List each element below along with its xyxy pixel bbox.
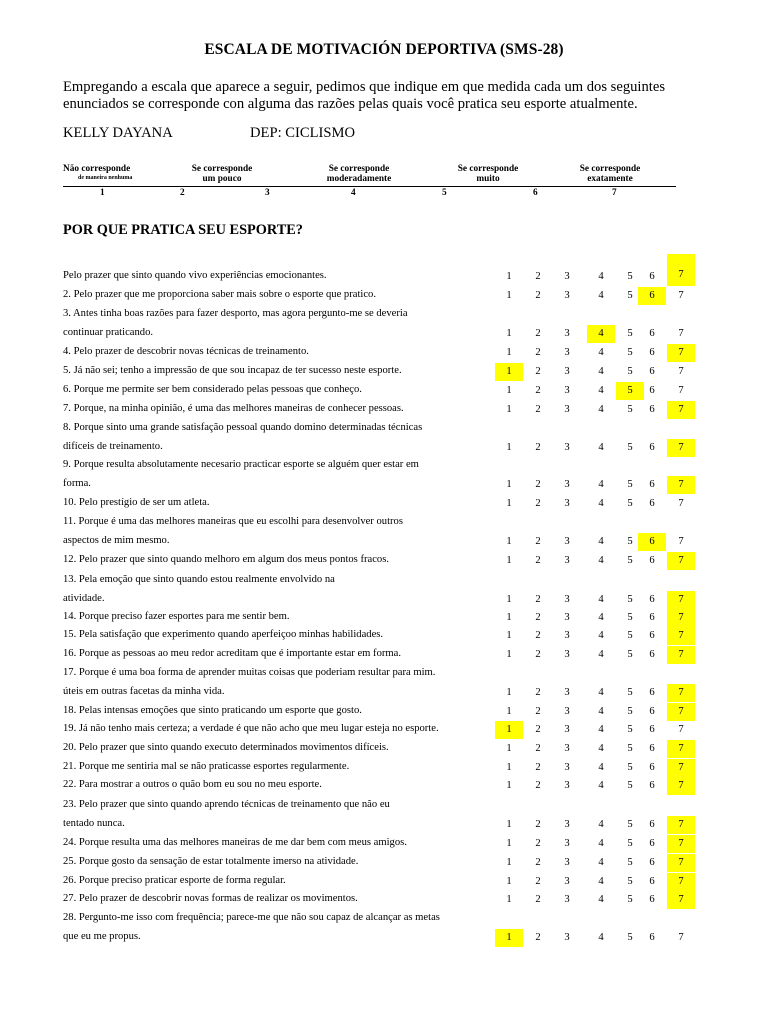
option-2[interactable]: 2 (535, 555, 541, 566)
option-4[interactable]: 4 (598, 743, 604, 754)
option-5[interactable]: 5 (627, 743, 633, 754)
option-1[interactable]: 1 (506, 290, 512, 301)
option-5[interactable]: 5 (627, 894, 633, 905)
option-6[interactable]: 6 (649, 838, 655, 849)
option-6[interactable]: 6 (649, 404, 655, 415)
option-3[interactable]: 3 (564, 857, 570, 868)
option-5[interactable]: 5 (627, 328, 633, 339)
option-6[interactable]: 6 (649, 894, 655, 905)
option-6[interactable]: 6 (649, 762, 655, 773)
instructions-line-2: enunciados se corresponde con alguma das razões pelas quais você pratica seu esporte atualmente. (63, 95, 638, 112)
option-2[interactable]: 2 (535, 479, 541, 490)
selected-option[interactable]: 7 (667, 344, 695, 362)
selected-option[interactable]: 7 (667, 740, 695, 758)
option-6[interactable]: 6 (649, 555, 655, 566)
option-7[interactable]: 7 (678, 536, 684, 547)
option-1[interactable]: 1 (506, 271, 512, 282)
option-3[interactable]: 3 (564, 271, 570, 282)
option-5[interactable]: 5 (627, 857, 633, 868)
option-6[interactable]: 6 (649, 328, 655, 339)
option-3[interactable]: 3 (564, 762, 570, 773)
option-4[interactable]: 4 (598, 271, 604, 282)
option-5[interactable]: 5 (627, 479, 633, 490)
selected-option[interactable]: 7 (667, 777, 695, 795)
selected-option[interactable]: 7 (667, 552, 695, 570)
question-text: 12. Pelo prazer que sinto quando melhoro em algum dos meus pontos fracos. (63, 554, 389, 565)
question-text: 27. Pelo prazer de descobrir novas formas de realizar os movimentos. (63, 893, 358, 904)
option-2[interactable]: 2 (535, 271, 541, 282)
option-5[interactable]: 5 (627, 498, 633, 509)
option-3[interactable]: 3 (564, 706, 570, 717)
option-2[interactable]: 2 (535, 687, 541, 698)
instructions (63, 79, 723, 112)
option-1[interactable]: 1 (506, 442, 512, 453)
option-4[interactable]: 4 (598, 687, 604, 698)
option-4[interactable]: 4 (598, 442, 604, 453)
option-5[interactable]: 5 (627, 536, 633, 547)
option-3[interactable]: 3 (564, 404, 570, 415)
question-text: difíceis de treinamento. (63, 441, 163, 452)
option-2[interactable]: 2 (535, 385, 541, 396)
question-text: 18. Pelas intensas emoções que sinto praticando um esporte que gosto. (63, 705, 362, 716)
section-title: POR QUE PRATICA SEU ESPORTE? (63, 222, 303, 238)
selected-option[interactable]: 7 (667, 439, 695, 457)
question-text: 22. Para mostrar a outros o quão bom eu sou no meu esporte. (63, 779, 322, 790)
scale-number-1: 1 (100, 188, 105, 198)
option-7[interactable]: 7 (678, 328, 684, 339)
question-text: 25. Porque gosto da sensação de estar totalmente imerso na atividade. (63, 856, 359, 867)
option-1[interactable]: 1 (506, 612, 512, 623)
option-5[interactable]: 5 (627, 290, 633, 301)
question-text: 3. Antes tinha boas razões para fazer desporto, mas agora pergunto-me se deveria (63, 308, 408, 319)
question-text: 14. Porque preciso fazer esportes para me sentir bem. (63, 611, 290, 622)
option-1[interactable]: 1 (506, 328, 512, 339)
option-3[interactable]: 3 (564, 347, 570, 358)
option-4[interactable]: 4 (598, 857, 604, 868)
option-2[interactable]: 2 (535, 724, 541, 735)
option-7[interactable]: 7 (678, 724, 684, 735)
option-1[interactable]: 1 (506, 347, 512, 358)
option-1[interactable]: 1 (506, 780, 512, 791)
scale-number-5: 5 (442, 188, 447, 198)
option-2[interactable]: 2 (535, 743, 541, 754)
selected-option[interactable]: 6 (638, 287, 666, 305)
option-5[interactable]: 5 (627, 442, 633, 453)
question-text: 4. Pelo prazer de descobrir novas técnicas de treinamento. (63, 346, 309, 357)
option-1[interactable]: 1 (506, 649, 512, 660)
option-2[interactable]: 2 (535, 649, 541, 660)
question-text: 17. Porque é uma boa forma de aprender muitas coisas que poderiam resultar para mim. (63, 667, 436, 678)
option-7[interactable]: 7 (678, 385, 684, 396)
instructions-line-1: Empregando a escala que aparece a seguir, pedimos que indique em que medida cada um dos seguintes (63, 79, 665, 95)
option-3[interactable]: 3 (564, 536, 570, 547)
option-5[interactable]: 5 (627, 932, 633, 943)
selected-option[interactable]: 1 (495, 929, 523, 947)
option-2[interactable]: 2 (535, 706, 541, 717)
question-text: úteis em outras facetas da minha vida. (63, 686, 225, 697)
scale-number-6: 6 (533, 188, 538, 198)
option-6[interactable]: 6 (649, 442, 655, 453)
option-3[interactable]: 3 (564, 780, 570, 791)
option-4[interactable]: 4 (598, 404, 604, 415)
option-1[interactable]: 1 (506, 630, 512, 641)
option-4[interactable]: 4 (598, 876, 604, 887)
option-6[interactable]: 6 (649, 498, 655, 509)
option-3[interactable]: 3 (564, 649, 570, 660)
selected-option[interactable]: 7 (667, 591, 695, 609)
option-3[interactable]: 3 (564, 894, 570, 905)
option-2[interactable]: 2 (535, 762, 541, 773)
option-3[interactable]: 3 (564, 479, 570, 490)
option-3[interactable]: 3 (564, 612, 570, 623)
option-2[interactable]: 2 (535, 442, 541, 453)
option-1[interactable]: 1 (506, 555, 512, 566)
scale-header-1: Não corresponde (63, 164, 131, 174)
selected-option[interactable]: 7 (667, 703, 695, 721)
selected-option[interactable]: 7 (667, 609, 695, 627)
question-text: 21. Porque me sentiria mal se não praticasse esportes regularmente. (63, 761, 350, 772)
option-6[interactable]: 6 (649, 819, 655, 830)
option-2[interactable]: 2 (535, 498, 541, 509)
option-1[interactable]: 1 (506, 894, 512, 905)
option-2[interactable]: 2 (535, 594, 541, 605)
scale-header-5: Se corresponde exatamente (579, 164, 641, 184)
selected-option[interactable]: 7 (667, 759, 695, 777)
question-text: que eu me propus. (63, 931, 141, 942)
question-text: 2. Pelo prazer que me proporciona saber mais sobre o esporte que pratico. (63, 289, 376, 300)
respondent-department: DEP: CICLISMO (250, 125, 356, 141)
option-6[interactable]: 6 (649, 366, 655, 377)
selected-option[interactable]: 4 (587, 325, 615, 343)
option-5[interactable]: 5 (627, 687, 633, 698)
selected-option[interactable]: 7 (667, 891, 695, 909)
option-3[interactable]: 3 (564, 594, 570, 605)
question-text: 11. Porque é uma das melhores maneiras que eu escolhi para desenvolver outros (63, 516, 403, 527)
option-2[interactable]: 2 (535, 366, 541, 377)
option-4[interactable]: 4 (598, 838, 604, 849)
scale-header-2: Se corresponde um pouco (191, 164, 253, 184)
option-3[interactable]: 3 (564, 724, 570, 735)
option-4[interactable]: 4 (598, 630, 604, 641)
option-5[interactable]: 5 (627, 762, 633, 773)
scale-number-3: 3 (265, 188, 270, 198)
option-4[interactable]: 4 (598, 385, 604, 396)
scale-subheader-1: de maneira nenhuma (78, 175, 133, 181)
selected-option[interactable]: 7 (667, 873, 695, 891)
selected-option[interactable]: 1 (495, 363, 523, 381)
option-1[interactable]: 1 (506, 743, 512, 754)
option-6[interactable]: 6 (649, 743, 655, 754)
question-text: atividade. (63, 593, 105, 604)
question-text: aspectos de mim mesmo. (63, 535, 170, 546)
selected-option[interactable]: 7 (667, 254, 695, 286)
selected-option[interactable]: 7 (667, 816, 695, 834)
option-3[interactable]: 3 (564, 385, 570, 396)
option-4[interactable]: 4 (598, 498, 604, 509)
option-5[interactable]: 5 (627, 724, 633, 735)
option-4[interactable]: 4 (598, 762, 604, 773)
option-5[interactable]: 5 (627, 271, 633, 282)
option-5[interactable]: 5 (627, 838, 633, 849)
option-3[interactable]: 3 (564, 932, 570, 943)
option-2[interactable]: 2 (535, 630, 541, 641)
scale-header-3: Se corresponde moderadamente (326, 164, 392, 184)
option-6[interactable]: 6 (649, 612, 655, 623)
selected-option[interactable]: 1 (495, 721, 523, 739)
option-7[interactable]: 7 (678, 290, 684, 301)
option-5[interactable]: 5 (627, 594, 633, 605)
option-5[interactable]: 5 (627, 630, 633, 641)
option-6[interactable]: 6 (649, 271, 655, 282)
option-3[interactable]: 3 (564, 498, 570, 509)
option-1[interactable]: 1 (506, 479, 512, 490)
question-text: Pelo prazer que sinto quando vivo experiências emocionantes. (63, 270, 327, 281)
option-6[interactable]: 6 (649, 724, 655, 735)
option-4[interactable]: 4 (598, 290, 604, 301)
option-1[interactable]: 1 (506, 838, 512, 849)
option-4[interactable]: 4 (598, 479, 604, 490)
option-7[interactable]: 7 (678, 498, 684, 509)
option-4[interactable]: 4 (598, 366, 604, 377)
option-3[interactable]: 3 (564, 838, 570, 849)
option-4[interactable]: 4 (598, 932, 604, 943)
selected-option[interactable]: 7 (667, 835, 695, 853)
option-1[interactable]: 1 (506, 594, 512, 605)
scale-header-4: Se corresponde muito (457, 164, 519, 184)
question-text: 9. Porque resulta absolutamente necesario practicar esporte se alguém quer estar em (63, 459, 419, 470)
option-2[interactable]: 2 (535, 328, 541, 339)
option-6[interactable]: 6 (649, 687, 655, 698)
selected-option[interactable]: 5 (616, 382, 644, 400)
option-1[interactable]: 1 (506, 876, 512, 887)
question-text: 23. Pelo prazer que sinto quando aprendo técnicas de treinamento que não eu (63, 799, 390, 810)
option-6[interactable]: 6 (649, 876, 655, 887)
option-3[interactable]: 3 (564, 630, 570, 641)
option-3[interactable]: 3 (564, 366, 570, 377)
selected-option[interactable]: 7 (667, 646, 695, 664)
option-1[interactable]: 1 (506, 498, 512, 509)
option-5[interactable]: 5 (627, 819, 633, 830)
option-4[interactable]: 4 (598, 819, 604, 830)
option-3[interactable]: 3 (564, 290, 570, 301)
option-3[interactable]: 3 (564, 743, 570, 754)
question-text: 5. Já não sei; tenho a impressão de que sou incapaz de ter sucesso neste esporte. (63, 365, 402, 376)
question-text: 16. Porque as pessoas ao meu redor acreditam que é importante estar em forma. (63, 648, 401, 659)
option-6[interactable]: 6 (649, 594, 655, 605)
question-text: 8. Porque sinto uma grande satisfação pessoal quando domino determinadas técnicas (63, 422, 423, 433)
scale-divider (63, 186, 676, 187)
option-1[interactable]: 1 (506, 385, 512, 396)
respondent-name: KELLY DAYANA (63, 125, 173, 141)
option-6[interactable]: 6 (649, 706, 655, 717)
option-5[interactable]: 5 (627, 706, 633, 717)
page-title: ESCALA DE MOTIVACIÓN DEPORTIVA (SMS-28) (204, 41, 564, 58)
scale-number-2: 2 (180, 188, 185, 198)
question-text: 10. Pelo prestígio de ser um atleta. (63, 497, 210, 508)
option-4[interactable]: 4 (598, 594, 604, 605)
option-2[interactable]: 2 (535, 876, 541, 887)
question-text: 28. Pergunto-me isso com frequência; parece-me que não sou capaz de alcançar as metas (63, 912, 440, 923)
option-5[interactable]: 5 (627, 366, 633, 377)
option-1[interactable]: 1 (506, 687, 512, 698)
option-2[interactable]: 2 (535, 894, 541, 905)
question-text: forma. (63, 478, 91, 489)
option-6[interactable]: 6 (649, 857, 655, 868)
option-4[interactable]: 4 (598, 536, 604, 547)
option-1[interactable]: 1 (506, 706, 512, 717)
option-5[interactable]: 5 (627, 347, 633, 358)
selected-option[interactable]: 7 (667, 627, 695, 645)
option-5[interactable]: 5 (627, 612, 633, 623)
option-3[interactable]: 3 (564, 819, 570, 830)
option-3[interactable]: 3 (564, 328, 570, 339)
selected-option[interactable]: 7 (667, 854, 695, 872)
option-1[interactable]: 1 (506, 536, 512, 547)
question-text: tentado nunca. (63, 818, 125, 829)
question-text: 20. Pelo prazer que sinto quando executo determinados movimentos difíceis. (63, 742, 389, 753)
option-6[interactable]: 6 (649, 932, 655, 943)
option-6[interactable]: 6 (649, 780, 655, 791)
question-text: 19. Já não tenho mais certeza; a verdade é que não acho que meu lugar esteja no esporte. (63, 723, 439, 734)
option-4[interactable]: 4 (598, 724, 604, 735)
option-4[interactable]: 4 (598, 649, 604, 660)
option-2[interactable]: 2 (535, 536, 541, 547)
option-2[interactable]: 2 (535, 819, 541, 830)
option-4[interactable]: 4 (598, 780, 604, 791)
option-6[interactable]: 6 (649, 649, 655, 660)
option-2[interactable]: 2 (535, 780, 541, 791)
selected-option[interactable]: 7 (667, 476, 695, 494)
option-7[interactable]: 7 (678, 366, 684, 377)
option-7[interactable]: 7 (678, 932, 684, 943)
option-6[interactable]: 6 (649, 385, 655, 396)
question-text: continuar praticando. (63, 327, 154, 338)
option-3[interactable]: 3 (564, 687, 570, 698)
option-4[interactable]: 4 (598, 706, 604, 717)
option-3[interactable]: 3 (564, 876, 570, 887)
option-3[interactable]: 3 (564, 555, 570, 566)
option-2[interactable]: 2 (535, 932, 541, 943)
option-4[interactable]: 4 (598, 894, 604, 905)
question-text: 24. Porque resulta uma das melhores maneiras de me dar bem com meus amigos. (63, 837, 407, 848)
option-4[interactable]: 4 (598, 347, 604, 358)
option-2[interactable]: 2 (535, 857, 541, 868)
option-2[interactable]: 2 (535, 347, 541, 358)
question-text: 7. Porque, na minha opinião, é uma das melhores maneiras de conhecer pessoas. (63, 403, 404, 414)
option-5[interactable]: 5 (627, 876, 633, 887)
scale-number-7: 7 (612, 188, 617, 198)
question-text: 26. Porque preciso praticar esporte de forma regular. (63, 875, 286, 886)
option-2[interactable]: 2 (535, 838, 541, 849)
option-1[interactable]: 1 (506, 857, 512, 868)
option-5[interactable]: 5 (627, 404, 633, 415)
option-5[interactable]: 5 (627, 780, 633, 791)
option-4[interactable]: 4 (598, 555, 604, 566)
option-1[interactable]: 1 (506, 404, 512, 415)
option-6[interactable]: 6 (649, 347, 655, 358)
question-text: 6. Porque me permite ser bem considerado pelas pessoas que conheço. (63, 384, 362, 395)
option-1[interactable]: 1 (506, 819, 512, 830)
option-3[interactable]: 3 (564, 442, 570, 453)
selected-option[interactable]: 7 (667, 684, 695, 702)
option-5[interactable]: 5 (627, 649, 633, 660)
option-2[interactable]: 2 (535, 612, 541, 623)
option-2[interactable]: 2 (535, 290, 541, 301)
option-6[interactable]: 6 (649, 479, 655, 490)
option-5[interactable]: 5 (627, 555, 633, 566)
option-6[interactable]: 6 (649, 630, 655, 641)
option-4[interactable]: 4 (598, 612, 604, 623)
question-text: 15. Pela satisfação que experimento quando aperfeiçoo minhas habilidades. (63, 629, 384, 640)
option-1[interactable]: 1 (506, 762, 512, 773)
option-2[interactable]: 2 (535, 404, 541, 415)
selected-option[interactable]: 6 (638, 533, 666, 551)
scale-number-4: 4 (351, 188, 356, 198)
question-text: 13. Pela emoção que sinto quando estou realmente envolvido na (63, 574, 335, 585)
selected-option[interactable]: 7 (667, 401, 695, 419)
